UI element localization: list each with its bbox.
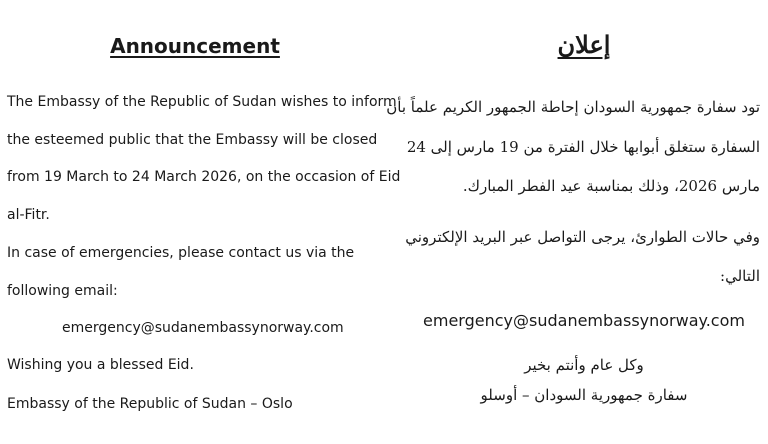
arabic-signature: سفارة جمهورية السودان – أوسلو xyxy=(480,386,688,404)
arabic-title: إعلان xyxy=(557,30,611,59)
english-title: Announcement xyxy=(110,34,280,58)
english-line-3: from 19 March to 24 March 2026, on the occasion of Eid xyxy=(7,169,401,185)
arabic-wishes: وكل عام وأنتم بخير xyxy=(524,356,644,374)
english-line-4: al-Fitr. xyxy=(7,207,50,223)
english-line-wishes: Wishing you a blessed Eid. xyxy=(7,357,194,373)
arabic-column xyxy=(386,0,768,444)
english-email: emergency@sudanembassynorway.com xyxy=(62,320,344,336)
arabic-email: emergency@sudanembassynorway.com xyxy=(423,311,745,330)
arabic-line-2: السفارة ستغلق أبوابها خلال الفترة من 19 مارس إلى 24 xyxy=(406,138,760,156)
english-line-2: the esteemed public that the Embassy will be closed xyxy=(7,132,378,148)
english-line-1: The Embassy of the Republic of Sudan wishes to inform xyxy=(7,94,397,110)
english-line-5: In case of emergencies, please contact us via the xyxy=(7,245,355,261)
arabic-line-5: التالي: xyxy=(720,267,760,285)
english-signature: Embassy of the Republic of Sudan – Oslo xyxy=(7,396,293,412)
arabic-line-3: مارس 2026، وذلك بمناسبة عيد الفطر المبارك. xyxy=(462,177,760,195)
arabic-line-1: تود سفارة جمهورية السودان إحاطة الجمهور الكريم علماً بأن xyxy=(386,98,760,116)
arabic-line-4: وفي حالات الطوارئ، يرجى التواصل عبر البريد الإلكتروني xyxy=(405,228,760,246)
english-line-6: following email: xyxy=(7,283,118,299)
